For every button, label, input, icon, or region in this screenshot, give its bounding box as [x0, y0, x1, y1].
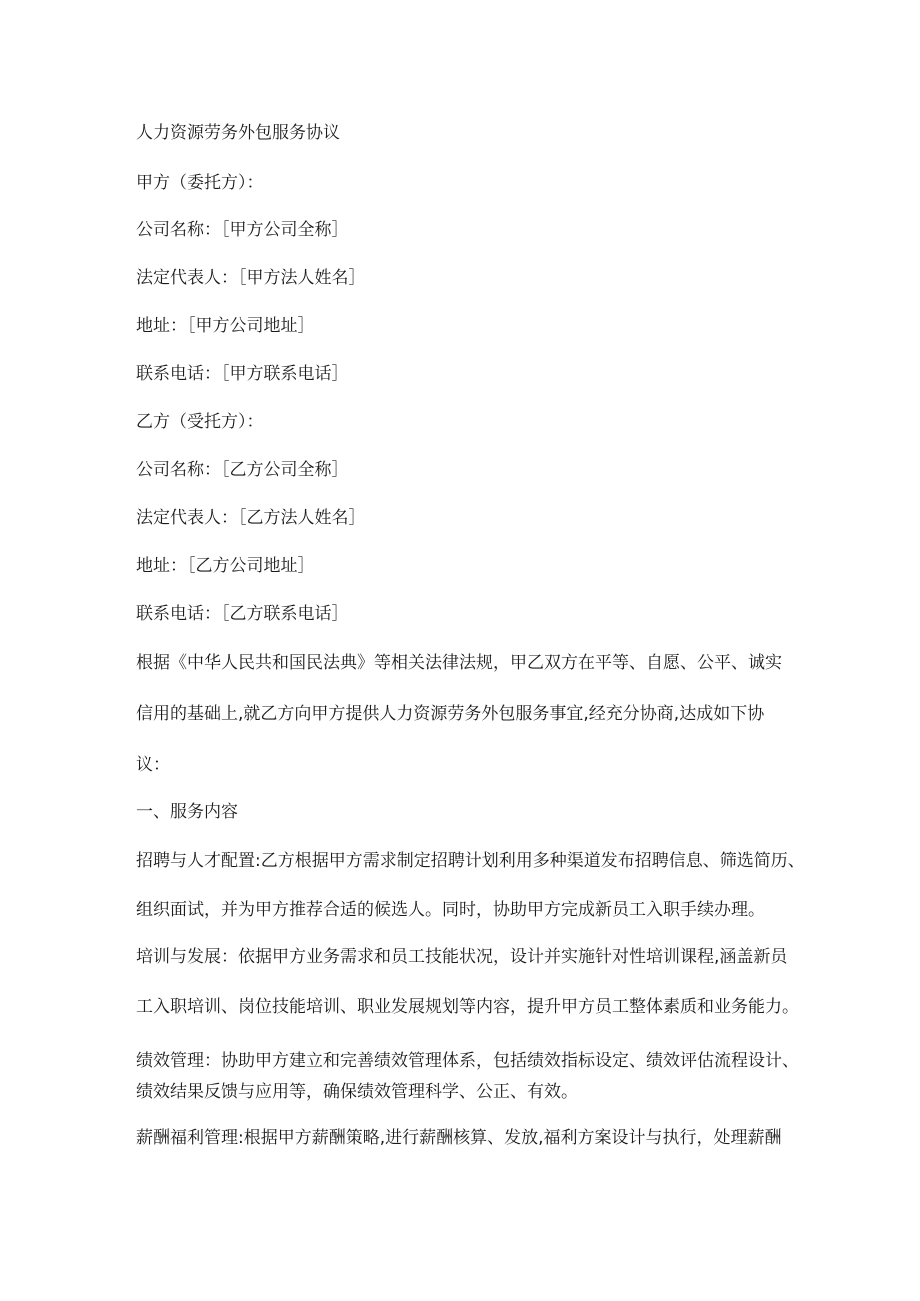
party-a-legal-rep: 法定代表人：［甲方法人姓名］ — [136, 268, 366, 288]
preamble-line: 议： — [136, 755, 170, 775]
party-a-heading: 甲方（委托方）： — [136, 173, 264, 193]
party-b-legal-rep: 法定代表人：［乙方法人姓名］ — [136, 508, 366, 528]
clause-recruitment-line: 组织面试，并为甲方推荐合适的候选人。同时，协助甲方完成新员工入职手续办理。 — [136, 900, 765, 920]
clause-recruitment-line: 招聘与人才配置:乙方根据甲方需求制定招聘计划利用多种渠道发布招聘信息、筛选简历、 — [136, 851, 805, 871]
preamble-line: 信用的基础上,就乙方向甲方提供人力资源劳务外包服务事宜,经充分协商,达成如下协 — [136, 704, 765, 724]
clause-training-line: 培训与发展：依据甲方业务需求和员工技能状况，设计并实施针对性培训课程,涵盖新员 — [136, 947, 788, 967]
clause-performance-line: 绩效结果反馈与应用等，确保绩效管理科学、公正、有效。 — [136, 1082, 578, 1102]
party-a-address: 地址：［甲方公司地址］ — [136, 316, 315, 336]
party-a-company-name: 公司名称：［甲方公司全称］ — [136, 220, 349, 240]
clause-compensation-line: 薪酬福利管理:根据甲方薪酬策略,进行薪酬核算、发放,福利方案设计与执行，处理薪酬 — [136, 1128, 782, 1148]
party-b-company-name: 公司名称：［乙方公司全称］ — [136, 460, 349, 480]
clause-training-line: 工入职培训、岗位技能培训、职业发展规划等内容，提升甲方员工整体素质和业务能力。 — [136, 997, 799, 1017]
section-heading: 一、服务内容 — [136, 802, 238, 822]
document-title: 人力资源劳务外包服务协议 — [136, 123, 340, 143]
party-a-phone: 联系电话：［甲方联系电话］ — [136, 364, 349, 384]
preamble-line: 根据《中华人民共和国民法典》等相关法律法规，甲乙双方在平等、自愿、公平、诚实 — [136, 653, 782, 673]
party-b-address: 地址：［乙方公司地址］ — [136, 556, 315, 576]
party-b-heading: 乙方（受托方）： — [136, 412, 264, 432]
party-b-phone: 联系电话：［乙方联系电话］ — [136, 604, 349, 624]
clause-performance-line: 绩效管理：协助甲方建立和完善绩效管理体系，包括绩效指标设定、绩效评估流程设计、 — [136, 1051, 799, 1071]
